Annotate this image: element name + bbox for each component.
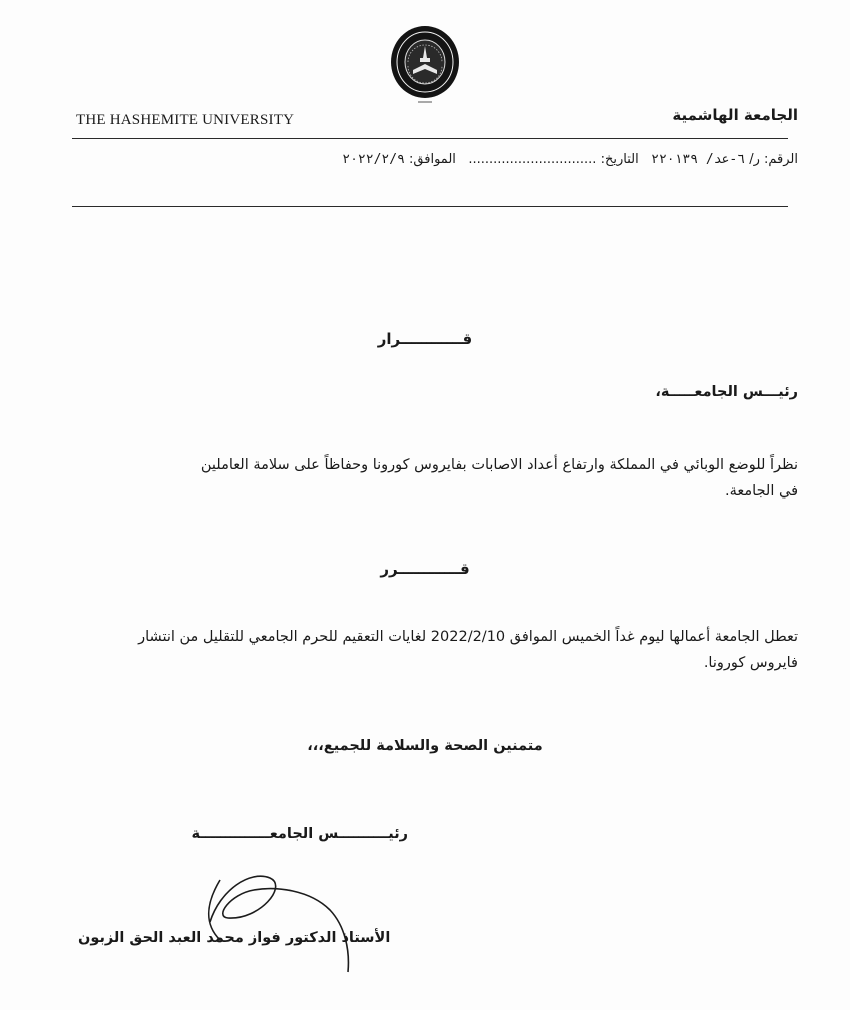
decision-line-2: فايروس كورونا. — [703, 655, 798, 671]
signature-title: رئيــــــــــس الجامعــــــــــــــة — [191, 826, 408, 842]
header-rule-top — [72, 138, 788, 139]
preamble-paragraph — [70, 452, 798, 504]
university-name-english: THE HASHEMITE UNIVERSITY — [76, 112, 295, 128]
decided-heading: قــــــــــــرر — [380, 560, 470, 578]
decision-paragraph — [70, 624, 798, 676]
corresponding-label: الموافق: — [409, 152, 456, 167]
decision-heading: قــــــــــــرار — [377, 330, 473, 348]
closing-greeting: متمنين الصحة والسلامة للجميع،،، — [307, 738, 543, 754]
date-label: التاريخ: — [600, 152, 639, 167]
date-dots: ............................... — [468, 152, 597, 167]
preamble-line-2: في الجامعة. — [725, 483, 798, 499]
corresponding-date-value: ٢٠٢٢/٢/٩ — [342, 152, 405, 167]
header-rule-bottom — [72, 206, 788, 207]
decision-line-1: تعطل الجامعة أعمالها ليوم غداً الخميس الموافق 2022/2/10 لغايات التعقيم للحرم الجامعي للتقليل من انتشار — [138, 629, 798, 645]
addressee: رئيـــس الجامعـــــة، — [655, 384, 798, 400]
handwritten-signature — [180, 860, 360, 980]
preamble-line-1: نظراً للوضع الوبائي في المملكة وارتفاع أعداد الاصابات بفايروس كورونا وحفاظاً على سلامة العاملين — [200, 457, 798, 473]
university-name-arabic: الجامعة الهاشمية — [672, 106, 798, 124]
reference-row — [72, 152, 798, 167]
reference-number-label: الرقم: ر/ — [749, 152, 798, 167]
university-seal-logo — [386, 22, 464, 110]
signatory-name: الأستاذ الدكتور فواز محمد العبد الحق الزبون — [78, 930, 391, 946]
reference-number-value: ٦-عد/ ٢٢٠١٣٩ — [651, 152, 746, 167]
